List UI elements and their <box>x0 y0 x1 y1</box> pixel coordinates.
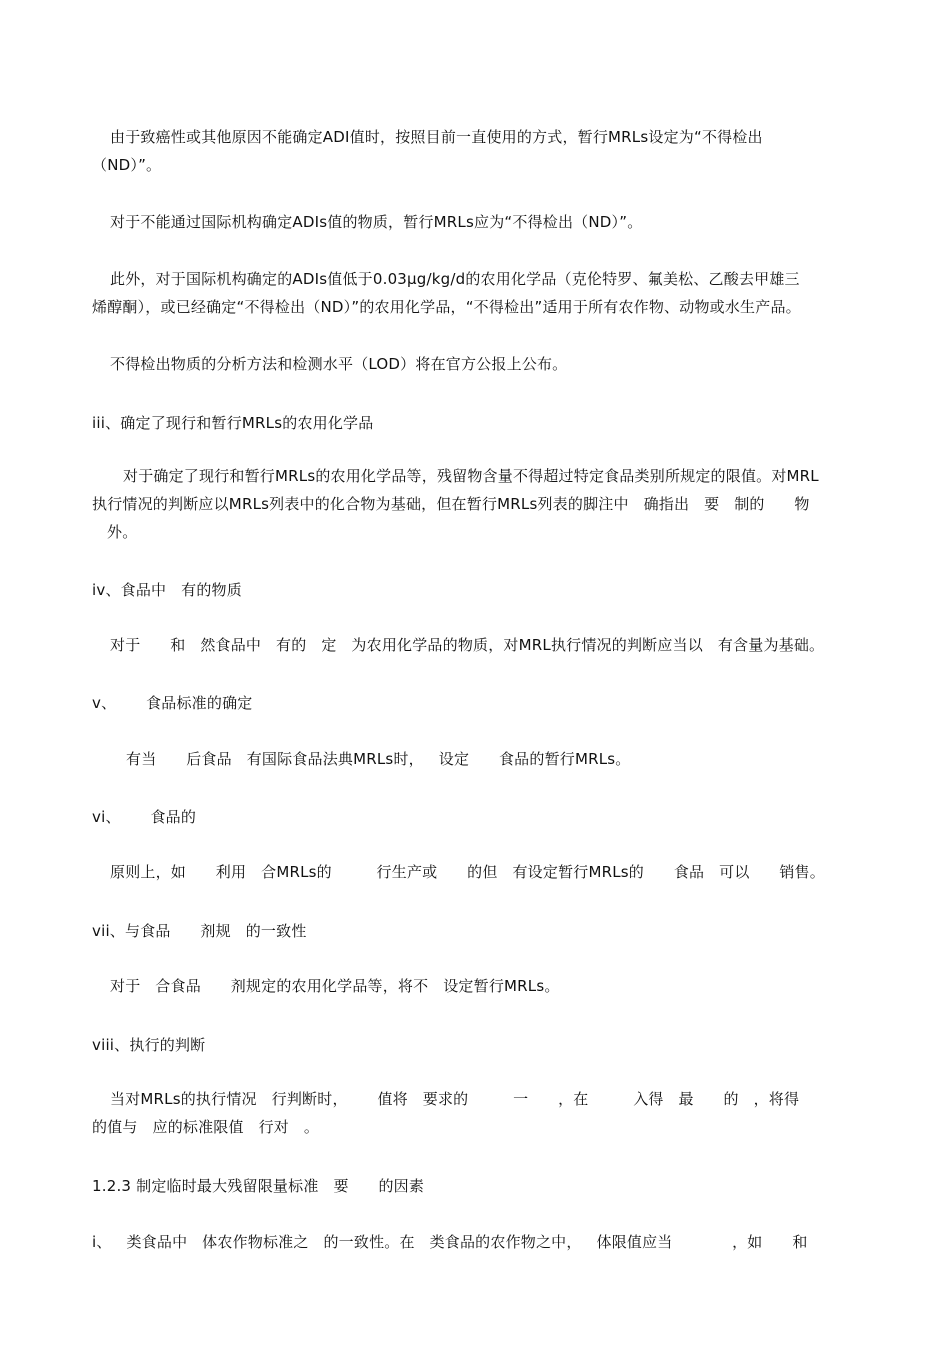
paragraph-consistency: i、 类食品中 体农作物标准之 的一致性。在 类食品的农作物之中， 体限值应当 ，如 和 <box>92 1233 808 1251</box>
heading-1-2-3: 1.2.3 制定临时最大残留限量标准 要 的因素 <box>92 1177 425 1195</box>
paragraph-adis-nd: 对于不能通过国际机构确定ADIs值的物质，暂行MRLs应为“不得检出（ND）”。 <box>110 213 643 231</box>
paragraph-lod: 不得检出物质的分析方法和检测水平（LOD）将在官方公报上公布。 <box>110 355 568 373</box>
heading-v: v、 食品标准的确定 <box>92 694 253 712</box>
paragraph-low-adis-line-2: 烯醇酮），或已经确定“不得检出（ND）”的农用化学品，“不得检出”适用于所有农作物、动物或水生产品。 <box>92 298 801 316</box>
heading-vi: vi、 食品的 <box>92 808 197 826</box>
paragraph-low-adis-line-1: 此外，对于国际机构确定的ADIs值低于0.03μg/kg/d的农用化学品（克伦特罗、氟美松、乙酸去甲雄三 <box>110 270 800 288</box>
paragraph-additives: 对于 合食品 剂规定的农用化学品等，将不 设定暂行MRLs。 <box>110 977 560 995</box>
heading-vii: vii、与食品 剂规 的一致性 <box>92 922 307 940</box>
heading-viii: viii、执行的判断 <box>92 1036 206 1054</box>
paragraph-judgement-line-2: 的值与 应的标准限值 行对 。 <box>92 1118 320 1136</box>
paragraph-adi-line-2: （ND）”。 <box>92 156 162 174</box>
paragraph-natural-substances: 对于 和 然食品中 有的 定 为农用化学品的物质，对MRL执行情况的判断应当以 有含量为基础。 <box>110 636 825 654</box>
paragraph-mrl-line-2: 执行情况的判断应以MRLs列表中的化合物为基础，但在暂行MRLs列表的脚注中 确指出 要 制的 物 <box>92 495 810 513</box>
paragraph-codex: 有当 后食品 有国际食品法典MRLs时， 设定 食品的暂行MRLs。 <box>126 750 631 768</box>
heading-iii: iii、确定了现行和暂行MRLs的农用化学品 <box>92 414 374 432</box>
paragraph-mrl-line-1: 对于确定了现行和暂行MRLs的农用化学品等，残留物含量不得超过特定食品类别所规定的限值。对MRL <box>123 467 819 485</box>
paragraph-adi-line-1: 由于致癌性或其他原因不能确定ADI值时，按照目前一直使用的方式，暂行MRLs设定为“不得检出 <box>110 128 763 146</box>
paragraph-sales: 原则上，如 利用 合MRLs的 行生产或 的但 有设定暂行MRLs的 食品 可以 销售。 <box>110 863 825 881</box>
heading-iv: iv、食品中 有的物质 <box>92 581 242 599</box>
paragraph-judgement-line-1: 当对MRLs的执行情况 行判断时， 值将 要求的 一 ，在 入得 最 的 ，将得 <box>110 1090 800 1108</box>
paragraph-mrl-line-3: 外。 <box>107 523 138 541</box>
